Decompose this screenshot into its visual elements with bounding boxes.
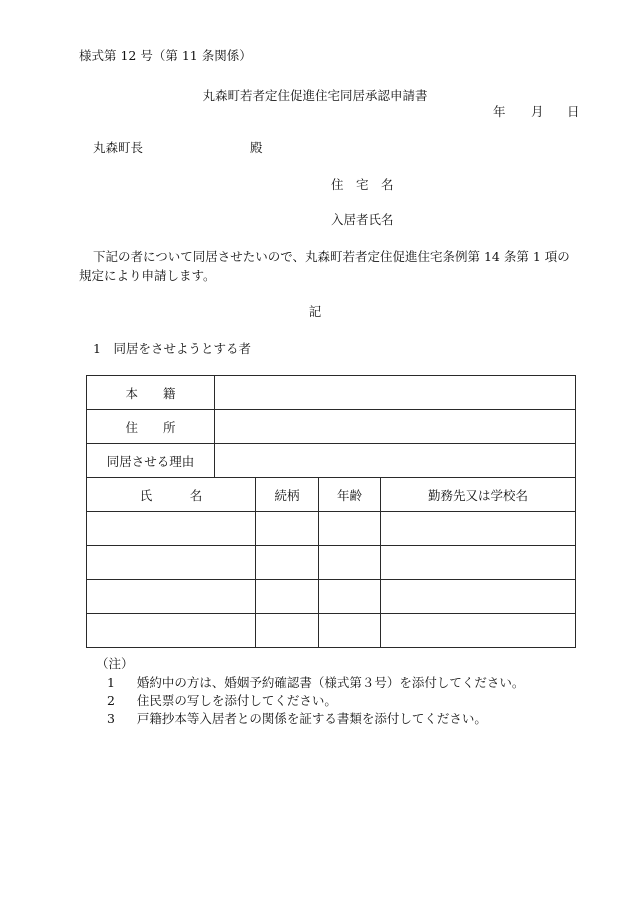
body-text: 下記の者について同居させたいので、丸森町若者定住促進住宅条例第 14 条第 1 項の規定により申請します。 (79, 249, 570, 283)
age-cell[interactable] (319, 512, 381, 546)
section-heading: 1 同居をさせようとする者 (93, 341, 251, 356)
name-cell[interactable] (87, 614, 256, 648)
resident-name-label: 入居者氏名 (331, 212, 394, 227)
address-field[interactable] (215, 410, 576, 444)
honseki-label: 本 籍 (87, 376, 215, 410)
header-row (87, 478, 576, 512)
name-header: 氏 名 (87, 478, 256, 512)
relationship-cell[interactable] (256, 614, 319, 648)
name-cell[interactable] (87, 512, 256, 546)
workplace-cell[interactable] (381, 512, 576, 546)
table-row (87, 512, 576, 546)
honseki-row (87, 376, 576, 410)
ki-label: 記 (308, 304, 322, 319)
note-number: 2 (107, 693, 115, 708)
note-text: 住民票の写しを添付してください。 (136, 693, 337, 708)
date-year-label: 年 (493, 104, 506, 119)
note-number: 1 (107, 675, 115, 690)
relationship-header: 続柄 (256, 478, 319, 512)
age-cell[interactable] (319, 614, 381, 648)
notes-title: （注） (96, 656, 134, 671)
name-cell[interactable] (87, 580, 256, 614)
date-month-label: 月 (531, 104, 544, 119)
form-number: 様式第 12 号（第 11 条関係） (79, 48, 252, 63)
table-row (87, 546, 576, 580)
workplace-cell[interactable] (381, 614, 576, 648)
note-item (107, 692, 337, 710)
relationship-cell[interactable] (256, 580, 319, 614)
age-cell[interactable] (319, 580, 381, 614)
workplace-school-header: 勤務先又は学校名 (381, 478, 576, 512)
relationship-cell[interactable] (256, 512, 319, 546)
reason-field[interactable] (215, 444, 576, 478)
reason-row (87, 444, 576, 478)
age-cell[interactable] (319, 546, 381, 580)
age-header: 年齢 (319, 478, 381, 512)
relationship-cell[interactable] (256, 546, 319, 580)
table-row (87, 580, 576, 614)
note-item (107, 710, 487, 728)
workplace-cell[interactable] (381, 580, 576, 614)
address-label: 住 所 (87, 410, 215, 444)
workplace-cell[interactable] (381, 546, 576, 580)
note-item (107, 674, 524, 692)
honseki-field[interactable] (215, 376, 576, 410)
table-row (87, 614, 576, 648)
note-text: 婚約中の方は、婚姻予約確認書（様式第３号）を添付してください。 (136, 675, 525, 690)
note-text: 戸籍抄本等入居者との関係を証する書類を添付してください。 (136, 711, 487, 726)
document-title: 丸森町若者定住促進住宅同居承認申請書 (202, 88, 428, 103)
date-day-label: 日 (567, 104, 580, 119)
name-cell[interactable] (87, 546, 256, 580)
honorific: 殿 (250, 140, 263, 155)
addressee: 丸森町長 (93, 140, 144, 155)
reason-label: 同居させる理由 (87, 444, 215, 478)
note-number: 3 (107, 711, 115, 726)
house-name-label: 住 宅 名 (331, 177, 394, 192)
address-row (87, 410, 576, 444)
cohabitant-table (86, 375, 576, 648)
